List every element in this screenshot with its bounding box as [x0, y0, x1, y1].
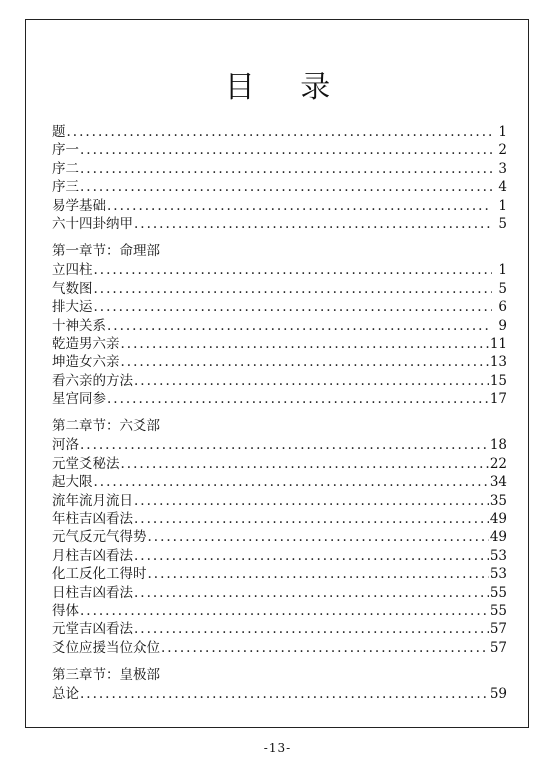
- toc-entry-page: 13: [489, 354, 507, 371]
- toc-entry-page: 34: [489, 474, 507, 491]
- dot-leader: [134, 547, 489, 565]
- dot-leader: [80, 602, 489, 620]
- toc-entry-page: 55: [489, 602, 507, 619]
- page-number: -13-: [263, 741, 292, 755]
- toc-entry-page: 59: [489, 686, 507, 703]
- dot-leader: [121, 455, 489, 473]
- toc-entry[interactable]: [52, 390, 507, 408]
- toc-entry-page: 1: [498, 197, 507, 214]
- toc-entry-title: 爻位应援当位众位: [52, 639, 160, 656]
- toc-entry-page: 5: [498, 215, 507, 232]
- toc-entry-title: 元堂爻秘法: [52, 455, 120, 472]
- toc-entry[interactable]: [52, 547, 507, 565]
- toc-entry-page: 5: [498, 280, 507, 297]
- toc-entry-title: 化工反化工得时: [52, 566, 147, 583]
- toc-entry-page: 9: [498, 317, 507, 334]
- toc-entry-page: 11: [489, 335, 507, 352]
- dot-leader: [134, 584, 489, 602]
- toc-entry-title: 年柱吉凶看法: [52, 511, 133, 528]
- dot-leader: [121, 353, 489, 371]
- dot-leader: [134, 510, 489, 528]
- toc-entry-title: 坤造女六亲: [52, 354, 120, 371]
- toc-entry-title: 六十四卦纳甲: [52, 215, 133, 232]
- toc-entry-title: 流年流月流日: [52, 492, 133, 509]
- toc-entry[interactable]: [52, 372, 507, 390]
- toc-entry-title: 河洛: [52, 437, 79, 454]
- toc-entry-page: 6: [498, 299, 507, 316]
- toc-entry-page: 2: [498, 142, 507, 159]
- toc-entry-page: 57: [489, 639, 507, 656]
- toc-entry-title: 月柱吉凶看法: [52, 547, 133, 564]
- toc-entry[interactable]: [52, 280, 507, 298]
- dot-leader: [67, 123, 493, 141]
- dot-leader: [80, 141, 492, 159]
- dot-leader: [134, 215, 492, 233]
- front-matter-group: [52, 123, 507, 233]
- page-title: 目 录: [224, 70, 349, 105]
- dot-leader: [148, 565, 489, 583]
- toc-entry-title: 序一: [52, 142, 79, 159]
- toc-entry-title: 日柱吉凶看法: [52, 584, 133, 601]
- toc-entry-page: 35: [489, 492, 507, 509]
- toc-entry-page: 15: [489, 372, 507, 389]
- dot-leader: [94, 298, 493, 316]
- chapter-3-group: [52, 666, 507, 703]
- toc-entry-title: 元堂吉凶看法: [52, 621, 133, 638]
- toc-entry[interactable]: [52, 215, 507, 233]
- toc-entry-page: 22: [489, 455, 507, 472]
- chapter-1-group: [52, 242, 507, 408]
- dot-leader: [134, 620, 489, 638]
- chapter-heading: 第二章节：六爻部: [52, 418, 160, 435]
- toc-entry[interactable]: [52, 584, 507, 602]
- toc-entry-title: 序二: [52, 160, 79, 177]
- toc-entry[interactable]: [52, 160, 507, 178]
- dot-leader: [148, 528, 489, 546]
- toc-entry-title: 排大运: [52, 299, 93, 316]
- toc-entry[interactable]: [52, 455, 507, 473]
- toc-entry-page: 49: [489, 529, 507, 546]
- toc-entry-page: 4: [498, 179, 507, 196]
- toc-entry-page: 57: [489, 621, 507, 638]
- toc-entry-page: 18: [489, 437, 507, 454]
- toc-entry[interactable]: [52, 298, 507, 316]
- toc-entry[interactable]: [52, 178, 507, 196]
- dot-leader: [107, 197, 492, 215]
- toc-entry[interactable]: [52, 565, 507, 583]
- toc-entry-page: 53: [489, 566, 507, 583]
- toc-entry[interactable]: [52, 620, 507, 638]
- toc-entry[interactable]: [52, 492, 507, 510]
- toc-entry-page: 1: [498, 124, 507, 140]
- chapter-heading: 第三章节：皇极部: [52, 667, 160, 684]
- dot-leader: [161, 639, 489, 657]
- toc-entry[interactable]: [52, 473, 507, 491]
- chapter-2-group: [52, 417, 507, 657]
- toc-entry[interactable]: [52, 602, 507, 620]
- dot-leader: [94, 473, 489, 491]
- toc-entry-page: 53: [489, 547, 507, 564]
- toc-entry-title: 看六亲的方法: [52, 372, 133, 389]
- toc-entry[interactable]: [52, 197, 507, 215]
- toc-entry-title: 易学基础: [52, 197, 106, 214]
- toc-entry-page: 49: [489, 511, 507, 528]
- dot-leader: [80, 160, 492, 178]
- toc-entry-title: 得体: [52, 602, 79, 619]
- toc-entry[interactable]: [52, 685, 507, 703]
- toc-entry[interactable]: [52, 353, 507, 371]
- toc-entry[interactable]: [52, 317, 507, 335]
- toc-entry[interactable]: [52, 123, 507, 141]
- toc-entry-title: 气数图: [52, 280, 93, 297]
- toc-entry-title: 乾造男六亲: [52, 335, 120, 352]
- toc-entry-title: 十神关系: [52, 317, 106, 334]
- toc-entry-title: 立四柱: [52, 262, 93, 279]
- toc-entry[interactable]: [52, 335, 507, 353]
- toc-entry-page: 55: [489, 584, 507, 601]
- toc-entry[interactable]: [52, 141, 507, 159]
- toc-entry[interactable]: [52, 639, 507, 657]
- dot-leader: [134, 372, 489, 390]
- dot-leader: [107, 317, 492, 335]
- toc-entry-title: 题: [52, 124, 66, 140]
- toc-entry-title: 总论: [52, 686, 79, 703]
- toc-entry-title: 序三: [52, 179, 79, 196]
- dot-leader: [94, 280, 493, 298]
- dot-leader: [107, 390, 489, 408]
- dot-leader: [94, 261, 493, 279]
- toc-entry-page: 1: [498, 262, 507, 279]
- toc-entry-title: 星宫同参: [52, 391, 106, 408]
- dot-leader: [121, 335, 489, 353]
- toc-entry-title: 元气反元气得势: [52, 529, 147, 546]
- toc-entry-page: 3: [498, 160, 507, 177]
- toc-entry[interactable]: [52, 510, 507, 528]
- dot-leader: [80, 436, 489, 454]
- dot-leader: [134, 492, 489, 510]
- dot-leader: [80, 178, 492, 196]
- table-of-contents: [52, 123, 507, 713]
- toc-entry-page: 17: [489, 391, 507, 408]
- dot-leader: [80, 685, 489, 703]
- toc-entry-title: 起大限: [52, 474, 93, 491]
- toc-entry[interactable]: [52, 261, 507, 279]
- toc-entry[interactable]: [52, 528, 507, 546]
- toc-entry[interactable]: [52, 436, 507, 454]
- chapter-heading: 第一章节：命理部: [52, 243, 160, 260]
